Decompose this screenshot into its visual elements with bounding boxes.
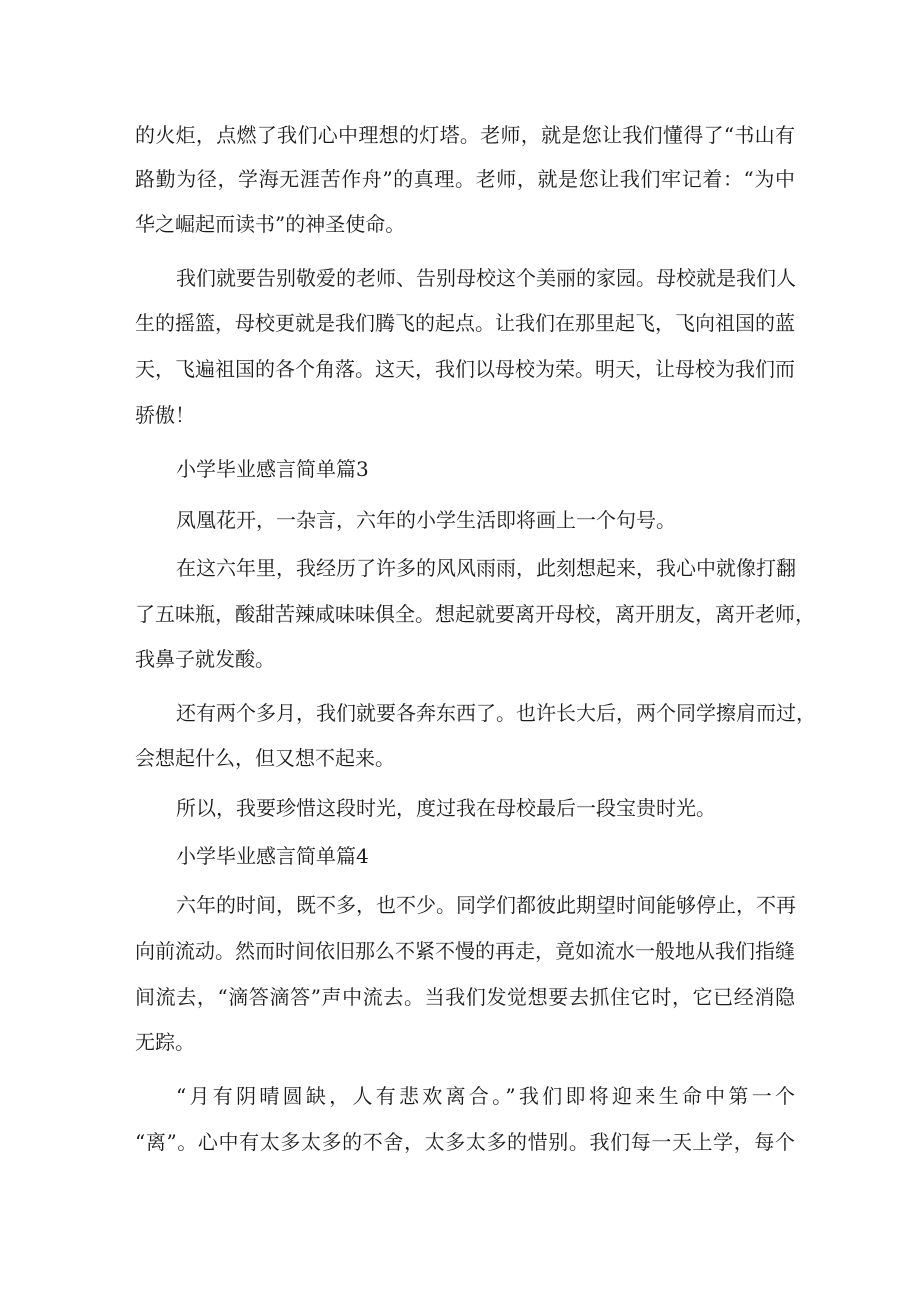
paragraph-line: 我鼻子就发酸。 (135, 647, 275, 671)
paragraph-line: 我们就要告别敬爱的老师、告别母校这个美丽的家园。母校就是我们人 (176, 266, 796, 290)
paragraph-line: 的火炬，点燃了我们心中理想的灯塔。老师，就是您让我们懂得了“书山有 (135, 123, 795, 147)
paragraph-line: 路勤为径，学海无涯苦作舟”的真理。老师，就是您让我们牢记着：“为中 (135, 167, 795, 191)
section-heading: 小学毕业感言简单篇3 (176, 457, 369, 481)
paragraph-line: 骄傲！ (135, 403, 195, 427)
paragraph-line: 还有两个多月，我们就要各奔东西了。也许长大后，两个同学擦肩而过， (176, 701, 816, 725)
paragraph-line: 天，飞遍祖国的各个角落。这天，我们以母校为荣。明天，让母校为我们而 (135, 357, 795, 381)
paragraph-line: 六年的时间，既不多，也不少。同学们都彼此期望时间能够停止，不再 (176, 893, 796, 917)
paragraph-line: 生的摇篮，母校更就是我们腾飞的起点。让我们在那里起飞，飞向祖国的蓝 (135, 311, 795, 335)
section-heading: 小学毕业感言简单篇4 (176, 844, 369, 868)
paragraph-line: 向前流动。然而时间依旧那么不紧不慢的再走，竟如流水一般地从我们指缝 (135, 939, 795, 963)
paragraph-line: 间流去，“滴答滴答”声中流去。当我们发觉想要去抓住它时，它已经消隐 (135, 985, 795, 1009)
paragraph-line: 凤凰花开，一杂言，六年的小学生活即将画上一个句号。 (176, 508, 676, 532)
paragraph-line: “月有阴晴圆缺，人有悲欢离合。”我们即将迎来生命中第一个 (176, 1084, 795, 1108)
paragraph-line: 会想起什么，但又想不起来。 (135, 746, 395, 770)
paragraph-line: 华之崛起而读书”的神圣使命。 (135, 212, 406, 236)
paragraph-line: 所以，我要珍惜这段时光，度过我在母校最后一段宝贵时光。 (176, 796, 716, 820)
paragraph-line: 无踪。 (135, 1030, 195, 1054)
paragraph-line: 了五味瓶，酸甜苦辣咸味味俱全。想起就要离开母校，离开朋友，离开老师， (135, 602, 815, 626)
paragraph-line: “离”。心中有太多太多的不舍，太多太多的惜别。我们每一天上学，每个 (135, 1130, 795, 1154)
paragraph-line: 在这六年里，我经历了许多的风风雨雨，此刻想起来，我心中就像打翻 (176, 556, 796, 580)
